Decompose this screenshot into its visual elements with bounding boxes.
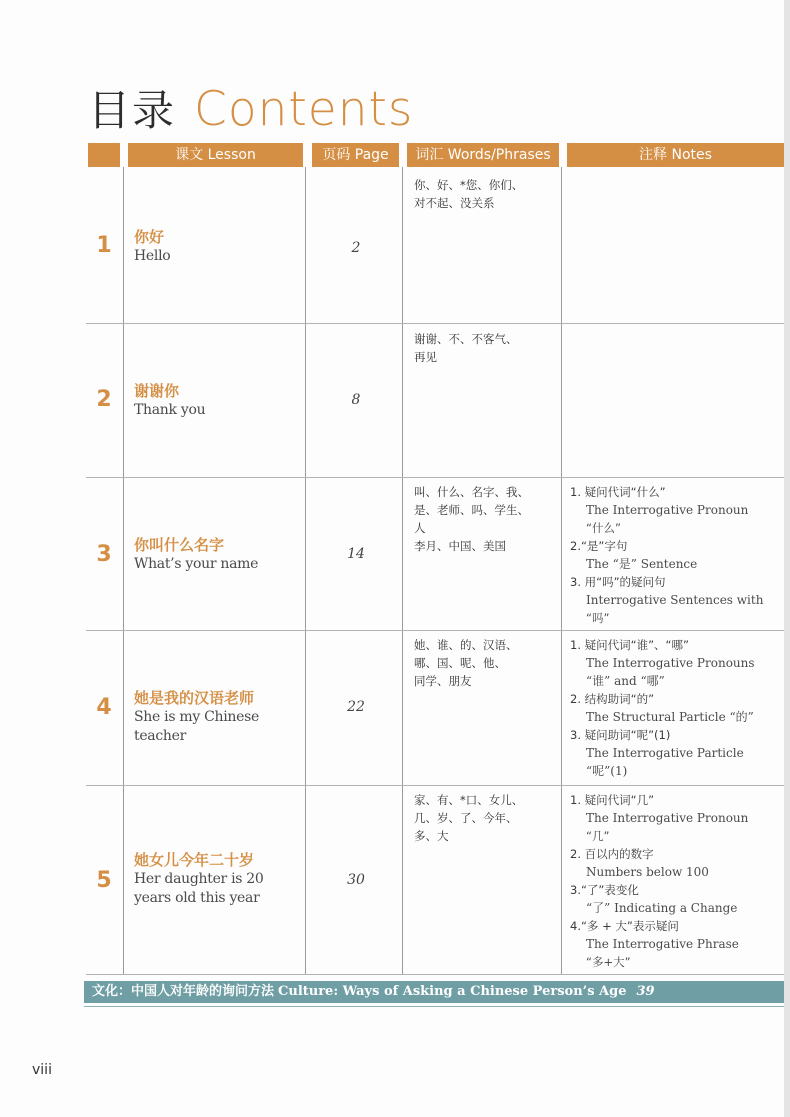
row-divider [86,477,784,478]
words-line: 家、有、*口、女儿、 [414,793,524,807]
note-detail: “谁” and “哪” [586,674,665,688]
lesson-words [414,791,556,845]
culture-bar[interactable] [84,981,784,1003]
note-title: 3.“了”表变化 [570,883,639,897]
note-title: 2.“是”字句 [570,539,628,553]
note-detail: The Interrogative Phrase [586,937,739,951]
words-line: 再见 [414,350,437,364]
lesson-words [414,636,556,690]
culture-title-en: Culture: Ways of Asking a Chinese Person’s Age [278,984,627,999]
note-detail: Numbers below 100 [586,865,709,879]
note-detail: The Structural Particle “的” [586,710,754,724]
culture-page: 39 [636,984,655,999]
lesson-title[interactable] [134,227,304,266]
lesson-words [414,176,556,212]
note-title: 2. 百以内的数字 [570,847,654,861]
lesson-page[interactable]: 14 [347,546,365,562]
row-divider [86,630,784,631]
words-line: 对不起、没关系 [414,196,495,210]
note-detail: “了” Indicating a Change [586,901,738,915]
note-detail: The Interrogative Pronouns [586,656,755,670]
words-line: 谢谢、不、不客气、 [414,332,518,346]
lesson-title[interactable] [134,381,304,420]
note-title: 3. 疑问助词“呢”(1) [570,728,671,742]
lesson-title[interactable] [134,535,304,574]
words-line: 你、好、*您、你们、 [414,178,524,192]
note-detail: Interrogative Sentences with [586,593,764,607]
note-detail: “呢”(1) [586,764,628,778]
words-line: 几、岁、了、今年、 [414,811,518,825]
page-folio: viii [32,1062,52,1078]
grid-line [561,167,562,975]
lesson-title-en: Hello [134,248,171,264]
lesson-page[interactable]: 8 [351,392,361,408]
lesson-title[interactable] [134,850,302,908]
note-title: 2. 结构助词“的” [570,692,655,706]
words-line: 人 [414,521,426,535]
lesson-title-en: She is my Chinese teacher [134,709,259,744]
page-edge [784,0,790,1117]
note-detail: The “是” Sentence [586,557,698,571]
words-line: 哪、国、呢、他、 [414,656,506,670]
lesson-number: 1 [96,233,112,258]
lesson-title-zh: 谢谢你 [134,382,180,400]
note-detail: “多+大” [586,955,631,969]
words-line: 多、大 [414,829,449,843]
row-divider [86,323,784,324]
lesson-notes [570,483,782,627]
lesson-title-zh: 你好 [134,228,165,246]
words-line: 是、老师、吗、学生、 [414,503,529,517]
row-divider [86,785,784,786]
note-title: 1. 疑问代词“几” [570,793,655,807]
grid-line [305,167,306,975]
note-detail: “什么” [586,521,621,535]
row-divider [86,974,784,975]
lesson-title[interactable] [134,688,304,746]
culture-underline [84,1006,784,1007]
note-title: 1. 疑问代词“谁”、“哪” [570,638,689,652]
note-detail: “几” [586,829,610,843]
note-title: 4.“多 + 大”表示疑问 [570,919,679,933]
header-notes: 注释 Notes [567,143,784,167]
header-page: 页码 Page [312,143,399,167]
lesson-page[interactable]: 30 [347,872,365,888]
words-line: 李月、中国、美国 [414,539,506,553]
note-title: 3. 用“吗”的疑问句 [570,575,666,589]
grid-line [123,167,124,975]
note-title: 1. 疑问代词“什么” [570,485,666,499]
lesson-number: 2 [96,387,112,412]
lesson-page[interactable]: 2 [351,240,361,256]
lesson-words [414,330,556,366]
contents-heading [88,78,413,138]
heading-en: Contents [194,82,414,137]
words-line: 同学、朋友 [414,674,472,688]
lesson-title-en: Her daughter is 20 years old this year [134,871,264,906]
words-line: 叫、什么、名字、我、 [414,485,529,499]
header-number-cell [88,143,120,167]
lesson-title-zh: 你叫什么名字 [134,536,225,554]
culture-title-zh: 文化：中国人对年龄的询问方法 [92,984,275,999]
header-lesson: 课文 Lesson [128,143,303,167]
note-detail: The Interrogative Particle [586,746,744,760]
lesson-notes [570,791,782,971]
lesson-number: 5 [96,868,112,893]
note-detail: The Interrogative Pronoun [586,503,749,517]
lesson-notes [570,636,782,780]
lesson-title-en: What’s your name [134,556,259,572]
header-words: 词汇 Words/Phrases [407,143,559,167]
lesson-words [414,483,556,555]
lesson-page[interactable]: 22 [347,699,365,715]
note-detail: “吗” [586,611,610,625]
words-line: 她、谁、的、汉语、 [414,638,518,652]
lesson-title-zh: 她是我的汉语老师 [134,689,255,707]
lesson-number: 3 [96,542,112,567]
grid-line [402,167,403,975]
heading-zh: 目录 [88,86,177,135]
lesson-title-en: Thank you [134,402,206,418]
lesson-number: 4 [96,695,112,720]
note-detail: The Interrogative Pronoun [586,811,749,825]
lesson-title-zh: 她女儿今年二十岁 [134,851,255,869]
